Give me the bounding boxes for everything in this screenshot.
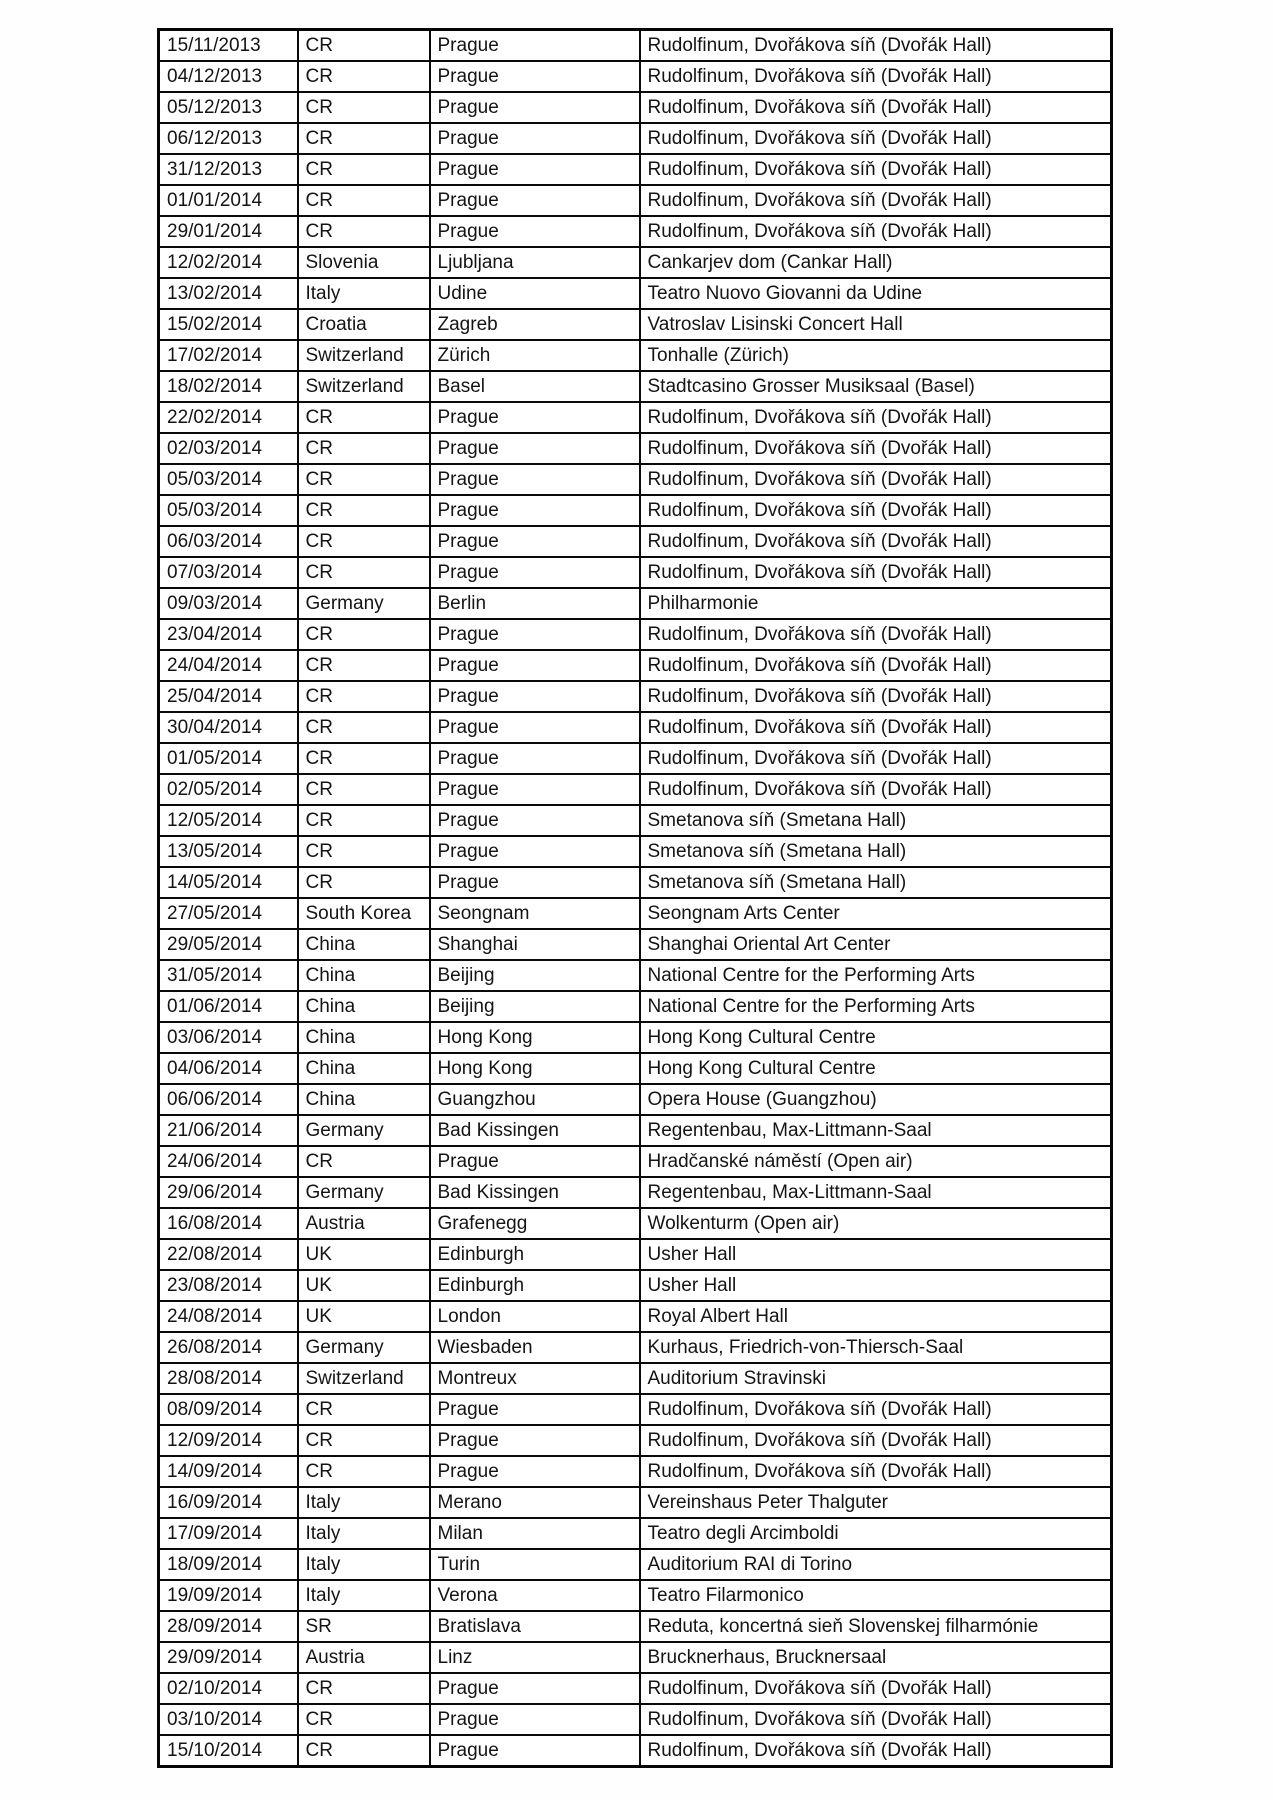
cell-country: CR	[298, 433, 430, 464]
cell-venue: Rudolfinum, Dvořákova síň (Dvořák Hall)	[640, 154, 1112, 185]
table-row	[159, 619, 1112, 650]
cell-city: Turin	[430, 1549, 640, 1580]
cell-country: Germany	[298, 1177, 430, 1208]
cell-country: Italy	[298, 278, 430, 309]
cell-city: Berlin	[430, 588, 640, 619]
cell-date: 29/06/2014	[159, 1177, 298, 1208]
cell-country: CR	[298, 836, 430, 867]
cell-country: CR	[298, 557, 430, 588]
cell-country: Slovenia	[298, 247, 430, 278]
cell-country: SR	[298, 1611, 430, 1642]
cell-country: Germany	[298, 1115, 430, 1146]
table-row	[159, 247, 1112, 278]
cell-city: Wiesbaden	[430, 1332, 640, 1363]
cell-date: 02/03/2014	[159, 433, 298, 464]
cell-venue: Hong Kong Cultural Centre	[640, 1053, 1112, 1084]
cell-country: China	[298, 1022, 430, 1053]
cell-country: CR	[298, 154, 430, 185]
cell-date: 05/12/2013	[159, 92, 298, 123]
cell-country: CR	[298, 805, 430, 836]
cell-date: 17/09/2014	[159, 1518, 298, 1549]
concert-table-body	[159, 30, 1112, 1767]
cell-city: Prague	[430, 402, 640, 433]
cell-date: 31/05/2014	[159, 960, 298, 991]
cell-venue: Cankarjev dom (Cankar Hall)	[640, 247, 1112, 278]
cell-venue: Wolkenturm (Open air)	[640, 1208, 1112, 1239]
cell-venue: Rudolfinum, Dvořákova síň (Dvořák Hall)	[640, 402, 1112, 433]
cell-date: 30/04/2014	[159, 712, 298, 743]
cell-country: CR	[298, 185, 430, 216]
cell-city: Zagreb	[430, 309, 640, 340]
cell-country: CR	[298, 867, 430, 898]
cell-date: 23/08/2014	[159, 1270, 298, 1301]
cell-country: Switzerland	[298, 1363, 430, 1394]
table-row	[159, 1239, 1112, 1270]
cell-venue: Shanghai Oriental Art Center	[640, 929, 1112, 960]
cell-city: Montreux	[430, 1363, 640, 1394]
cell-city: Verona	[430, 1580, 640, 1611]
cell-country: CR	[298, 92, 430, 123]
cell-date: 22/02/2014	[159, 402, 298, 433]
cell-country: CR	[298, 1735, 430, 1767]
table-row	[159, 867, 1112, 898]
cell-venue: Rudolfinum, Dvořákova síň (Dvořák Hall)	[640, 774, 1112, 805]
table-row	[159, 1363, 1112, 1394]
cell-city: Prague	[430, 216, 640, 247]
cell-country: Italy	[298, 1518, 430, 1549]
cell-city: Prague	[430, 1456, 640, 1487]
cell-city: Prague	[430, 1146, 640, 1177]
table-row	[159, 1053, 1112, 1084]
cell-venue: Rudolfinum, Dvořákova síň (Dvořák Hall)	[640, 30, 1112, 62]
cell-country: Switzerland	[298, 371, 430, 402]
table-row	[159, 650, 1112, 681]
cell-date: 06/12/2013	[159, 123, 298, 154]
cell-venue: Rudolfinum, Dvořákova síň (Dvořák Hall)	[640, 61, 1112, 92]
table-row	[159, 991, 1112, 1022]
cell-date: 26/08/2014	[159, 1332, 298, 1363]
cell-venue: Rudolfinum, Dvořákova síň (Dvořák Hall)	[640, 1735, 1112, 1767]
cell-venue: Auditorium RAI di Torino	[640, 1549, 1112, 1580]
cell-venue: Usher Hall	[640, 1239, 1112, 1270]
cell-city: Edinburgh	[430, 1270, 640, 1301]
cell-country: China	[298, 929, 430, 960]
table-row	[159, 1022, 1112, 1053]
cell-city: Prague	[430, 805, 640, 836]
table-row	[159, 1487, 1112, 1518]
cell-city: Prague	[430, 712, 640, 743]
cell-date: 24/08/2014	[159, 1301, 298, 1332]
cell-city: Prague	[430, 61, 640, 92]
cell-venue: Rudolfinum, Dvořákova síň (Dvořák Hall)	[640, 464, 1112, 495]
table-row	[159, 61, 1112, 92]
table-row	[159, 1301, 1112, 1332]
cell-venue: Royal Albert Hall	[640, 1301, 1112, 1332]
table-row	[159, 1518, 1112, 1549]
cell-country: CR	[298, 61, 430, 92]
table-row	[159, 371, 1112, 402]
table-row	[159, 898, 1112, 929]
cell-city: Bad Kissingen	[430, 1177, 640, 1208]
cell-venue: Usher Hall	[640, 1270, 1112, 1301]
cell-venue: Rudolfinum, Dvořákova síň (Dvořák Hall)	[640, 1673, 1112, 1704]
cell-date: 15/02/2014	[159, 309, 298, 340]
cell-city: Prague	[430, 92, 640, 123]
table-row	[159, 340, 1112, 371]
cell-date: 01/05/2014	[159, 743, 298, 774]
cell-city: Prague	[430, 154, 640, 185]
cell-date: 21/06/2014	[159, 1115, 298, 1146]
cell-venue: Teatro Nuovo Giovanni da Udine	[640, 278, 1112, 309]
cell-date: 25/04/2014	[159, 681, 298, 712]
cell-country: CR	[298, 1673, 430, 1704]
cell-country: Croatia	[298, 309, 430, 340]
table-row	[159, 960, 1112, 991]
cell-city: Prague	[430, 1425, 640, 1456]
cell-venue: Rudolfinum, Dvořákova síň (Dvořák Hall)	[640, 433, 1112, 464]
table-row	[159, 836, 1112, 867]
cell-date: 06/06/2014	[159, 1084, 298, 1115]
cell-date: 29/05/2014	[159, 929, 298, 960]
cell-city: Udine	[430, 278, 640, 309]
cell-date: 04/06/2014	[159, 1053, 298, 1084]
cell-venue: Regentenbau, Max-Littmann-Saal	[640, 1115, 1112, 1146]
table-row	[159, 92, 1112, 123]
cell-venue: Rudolfinum, Dvořákova síň (Dvořák Hall)	[640, 743, 1112, 774]
table-row	[159, 1549, 1112, 1580]
cell-venue: Smetanova síň (Smetana Hall)	[640, 805, 1112, 836]
cell-date: 31/12/2013	[159, 154, 298, 185]
cell-date: 03/06/2014	[159, 1022, 298, 1053]
cell-city: Prague	[430, 123, 640, 154]
table-row	[159, 1704, 1112, 1735]
cell-date: 09/03/2014	[159, 588, 298, 619]
cell-date: 17/02/2014	[159, 340, 298, 371]
cell-city: Prague	[430, 526, 640, 557]
table-row	[159, 1673, 1112, 1704]
cell-venue: Stadtcasino Grosser Musiksaal (Basel)	[640, 371, 1112, 402]
cell-country: China	[298, 991, 430, 1022]
cell-country: CR	[298, 402, 430, 433]
cell-city: Prague	[430, 433, 640, 464]
cell-city: Linz	[430, 1642, 640, 1673]
cell-city: Milan	[430, 1518, 640, 1549]
cell-country: Switzerland	[298, 340, 430, 371]
cell-city: Prague	[430, 30, 640, 62]
table-row	[159, 1332, 1112, 1363]
cell-date: 16/09/2014	[159, 1487, 298, 1518]
cell-city: Prague	[430, 495, 640, 526]
cell-venue: Philharmonie	[640, 588, 1112, 619]
cell-venue: Vereinshaus Peter Thalguter	[640, 1487, 1112, 1518]
cell-city: Prague	[430, 836, 640, 867]
cell-date: 01/06/2014	[159, 991, 298, 1022]
cell-venue: Rudolfinum, Dvořákova síň (Dvořák Hall)	[640, 123, 1112, 154]
cell-country: CR	[298, 1146, 430, 1177]
cell-country: Germany	[298, 588, 430, 619]
cell-city: Beijing	[430, 960, 640, 991]
cell-country: CR	[298, 464, 430, 495]
cell-venue: Kurhaus, Friedrich-von-Thiersch-Saal	[640, 1332, 1112, 1363]
table-row	[159, 495, 1112, 526]
cell-venue: Rudolfinum, Dvořákova síň (Dvořák Hall)	[640, 216, 1112, 247]
table-row	[159, 464, 1112, 495]
table-row	[159, 216, 1112, 247]
cell-date: 03/10/2014	[159, 1704, 298, 1735]
cell-venue: Rudolfinum, Dvořákova síň (Dvořák Hall)	[640, 185, 1112, 216]
cell-venue: Rudolfinum, Dvořákova síň (Dvořák Hall)	[640, 1456, 1112, 1487]
cell-venue: Rudolfinum, Dvořákova síň (Dvořák Hall)	[640, 1394, 1112, 1425]
cell-venue: Seongnam Arts Center	[640, 898, 1112, 929]
cell-city: Prague	[430, 464, 640, 495]
cell-date: 29/09/2014	[159, 1642, 298, 1673]
cell-date: 01/01/2014	[159, 185, 298, 216]
cell-date: 24/06/2014	[159, 1146, 298, 1177]
cell-city: Beijing	[430, 991, 640, 1022]
table-row	[159, 1611, 1112, 1642]
cell-date: 05/03/2014	[159, 495, 298, 526]
table-row	[159, 681, 1112, 712]
table-row	[159, 1642, 1112, 1673]
cell-country: CR	[298, 712, 430, 743]
cell-country: CR	[298, 1704, 430, 1735]
cell-date: 02/10/2014	[159, 1673, 298, 1704]
cell-country: Italy	[298, 1580, 430, 1611]
cell-country: China	[298, 1084, 430, 1115]
concert-schedule-table	[157, 28, 1113, 1768]
cell-venue: Rudolfinum, Dvořákova síň (Dvořák Hall)	[640, 681, 1112, 712]
table-row	[159, 185, 1112, 216]
cell-city: Merano	[430, 1487, 640, 1518]
cell-venue: National Centre for the Performing Arts	[640, 991, 1112, 1022]
table-row	[159, 1177, 1112, 1208]
cell-venue: Smetanova síň (Smetana Hall)	[640, 867, 1112, 898]
cell-date: 29/01/2014	[159, 216, 298, 247]
cell-date: 28/08/2014	[159, 1363, 298, 1394]
cell-city: Prague	[430, 774, 640, 805]
cell-city: Prague	[430, 1735, 640, 1767]
table-row	[159, 805, 1112, 836]
cell-city: Prague	[430, 650, 640, 681]
cell-city: Zürich	[430, 340, 640, 371]
cell-country: China	[298, 1053, 430, 1084]
cell-country: CR	[298, 30, 430, 62]
cell-venue: Rudolfinum, Dvořákova síň (Dvořák Hall)	[640, 557, 1112, 588]
cell-venue: Rudolfinum, Dvořákova síň (Dvořák Hall)	[640, 712, 1112, 743]
table-row	[159, 1425, 1112, 1456]
cell-date: 27/05/2014	[159, 898, 298, 929]
cell-venue: Smetanova síň (Smetana Hall)	[640, 836, 1112, 867]
cell-city: London	[430, 1301, 640, 1332]
cell-date: 04/12/2013	[159, 61, 298, 92]
table-row	[159, 123, 1112, 154]
table-row	[159, 1146, 1112, 1177]
cell-venue: Teatro degli Arcimboldi	[640, 1518, 1112, 1549]
table-row	[159, 402, 1112, 433]
cell-venue: Regentenbau, Max-Littmann-Saal	[640, 1177, 1112, 1208]
table-row	[159, 743, 1112, 774]
cell-country: CR	[298, 216, 430, 247]
cell-venue: Rudolfinum, Dvořákova síň (Dvořák Hall)	[640, 1704, 1112, 1735]
cell-date: 07/03/2014	[159, 557, 298, 588]
cell-city: Prague	[430, 867, 640, 898]
cell-city: Prague	[430, 185, 640, 216]
table-row	[159, 1394, 1112, 1425]
cell-date: 19/09/2014	[159, 1580, 298, 1611]
cell-date: 13/05/2014	[159, 836, 298, 867]
cell-venue: Rudolfinum, Dvořákova síň (Dvořák Hall)	[640, 495, 1112, 526]
cell-date: 06/03/2014	[159, 526, 298, 557]
cell-venue: Tonhalle (Zürich)	[640, 340, 1112, 371]
cell-venue: Rudolfinum, Dvořákova síň (Dvořák Hall)	[640, 650, 1112, 681]
cell-date: 05/03/2014	[159, 464, 298, 495]
cell-date: 12/05/2014	[159, 805, 298, 836]
cell-date: 18/02/2014	[159, 371, 298, 402]
cell-country: CR	[298, 1456, 430, 1487]
cell-date: 13/02/2014	[159, 278, 298, 309]
cell-country: CR	[298, 1394, 430, 1425]
cell-country: China	[298, 960, 430, 991]
cell-country: CR	[298, 1425, 430, 1456]
cell-city: Bad Kissingen	[430, 1115, 640, 1146]
cell-venue: Rudolfinum, Dvořákova síň (Dvořák Hall)	[640, 619, 1112, 650]
cell-city: Prague	[430, 1673, 640, 1704]
table-row	[159, 30, 1112, 62]
cell-venue: Opera House (Guangzhou)	[640, 1084, 1112, 1115]
cell-date: 24/04/2014	[159, 650, 298, 681]
cell-date: 14/09/2014	[159, 1456, 298, 1487]
cell-country: CR	[298, 681, 430, 712]
cell-city: Ljubljana	[430, 247, 640, 278]
table-row	[159, 712, 1112, 743]
table-row	[159, 557, 1112, 588]
table-row	[159, 1456, 1112, 1487]
cell-date: 14/05/2014	[159, 867, 298, 898]
table-row	[159, 1084, 1112, 1115]
cell-date: 18/09/2014	[159, 1549, 298, 1580]
cell-venue: Hradčanské náměstí (Open air)	[640, 1146, 1112, 1177]
cell-country: CR	[298, 123, 430, 154]
cell-country: CR	[298, 619, 430, 650]
cell-venue: Hong Kong Cultural Centre	[640, 1022, 1112, 1053]
cell-venue: Rudolfinum, Dvořákova síň (Dvořák Hall)	[640, 1425, 1112, 1456]
cell-city: Basel	[430, 371, 640, 402]
cell-country: Germany	[298, 1332, 430, 1363]
table-row	[159, 929, 1112, 960]
cell-city: Hong Kong	[430, 1022, 640, 1053]
table-row	[159, 1580, 1112, 1611]
cell-country: CR	[298, 774, 430, 805]
cell-country: UK	[298, 1301, 430, 1332]
cell-city: Guangzhou	[430, 1084, 640, 1115]
cell-country: CR	[298, 743, 430, 774]
cell-country: CR	[298, 526, 430, 557]
cell-date: 08/09/2014	[159, 1394, 298, 1425]
table-row	[159, 1115, 1112, 1146]
cell-date: 23/04/2014	[159, 619, 298, 650]
table-row	[159, 1735, 1112, 1767]
cell-city: Seongnam	[430, 898, 640, 929]
table-row	[159, 154, 1112, 185]
table-row	[159, 588, 1112, 619]
cell-venue: Rudolfinum, Dvořákova síň (Dvořák Hall)	[640, 526, 1112, 557]
table-row	[159, 433, 1112, 464]
cell-venue: Vatroslav Lisinski Concert Hall	[640, 309, 1112, 340]
cell-city: Prague	[430, 743, 640, 774]
table-row	[159, 1270, 1112, 1301]
cell-country: South Korea	[298, 898, 430, 929]
table-row	[159, 1208, 1112, 1239]
cell-city: Shanghai	[430, 929, 640, 960]
cell-country: Austria	[298, 1642, 430, 1673]
cell-venue: National Centre for the Performing Arts	[640, 960, 1112, 991]
cell-city: Prague	[430, 557, 640, 588]
cell-country: UK	[298, 1239, 430, 1270]
cell-city: Edinburgh	[430, 1239, 640, 1270]
cell-country: UK	[298, 1270, 430, 1301]
cell-country: Austria	[298, 1208, 430, 1239]
cell-date: 12/09/2014	[159, 1425, 298, 1456]
cell-city: Prague	[430, 1394, 640, 1425]
cell-country: Italy	[298, 1549, 430, 1580]
cell-city: Prague	[430, 1704, 640, 1735]
table-row	[159, 309, 1112, 340]
cell-city: Prague	[430, 619, 640, 650]
cell-country: CR	[298, 650, 430, 681]
cell-date: 28/09/2014	[159, 1611, 298, 1642]
cell-date: 15/10/2014	[159, 1735, 298, 1767]
cell-city: Hong Kong	[430, 1053, 640, 1084]
cell-date: 02/05/2014	[159, 774, 298, 805]
table-row	[159, 526, 1112, 557]
cell-date: 15/11/2013	[159, 30, 298, 62]
cell-venue: Auditorium Stravinski	[640, 1363, 1112, 1394]
table-row	[159, 774, 1112, 805]
cell-country: CR	[298, 495, 430, 526]
cell-city: Bratislava	[430, 1611, 640, 1642]
cell-date: 22/08/2014	[159, 1239, 298, 1270]
cell-venue: Reduta, koncertná sieň Slovenskej filharmónie	[640, 1611, 1112, 1642]
cell-date: 12/02/2014	[159, 247, 298, 278]
cell-city: Grafenegg	[430, 1208, 640, 1239]
cell-venue: Teatro Filarmonico	[640, 1580, 1112, 1611]
cell-venue: Rudolfinum, Dvořákova síň (Dvořák Hall)	[640, 92, 1112, 123]
cell-venue: Brucknerhaus, Brucknersaal	[640, 1642, 1112, 1673]
cell-country: Italy	[298, 1487, 430, 1518]
cell-city: Prague	[430, 681, 640, 712]
cell-date: 16/08/2014	[159, 1208, 298, 1239]
table-row	[159, 278, 1112, 309]
